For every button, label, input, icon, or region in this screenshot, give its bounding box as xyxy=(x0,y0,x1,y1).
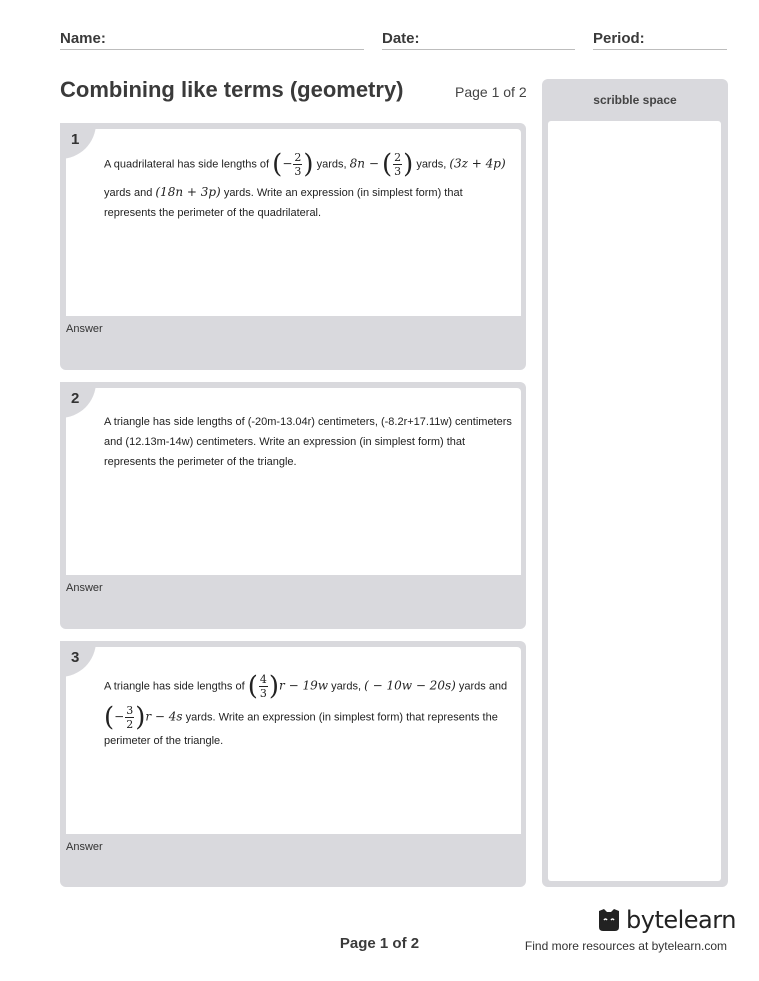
fraction: $\frac{2}{3}$ xyxy=(394,151,402,178)
scribble-area[interactable] xyxy=(548,121,721,881)
bytelearn-logo-icon xyxy=(596,907,622,933)
page-indicator-bottom: Page 1 of 2 xyxy=(339,935,420,952)
page-indicator-top: Page 1 of 2 xyxy=(455,84,527,100)
fraction: $\frac{3}{2}$ xyxy=(126,704,134,731)
question-body xyxy=(66,647,521,834)
brand-logo xyxy=(596,905,736,935)
answer-label[interactable]: Answer xyxy=(66,582,103,594)
question-text: A triangle has side lengths of ( $\frac{4}{3}$ )r − 19w yards, ( − 10w − 20s) yards and (− $\frac{3}{2}$ )r − 4s yards. Write an expression (in simplest form) that represents the perimeter of the triangle. xyxy=(104,671,508,747)
period-field[interactable] xyxy=(593,30,727,50)
name-field[interactable] xyxy=(60,30,364,50)
date-label: Date: xyxy=(382,30,420,47)
date-field[interactable] xyxy=(382,30,575,50)
question-card-3 xyxy=(60,641,526,887)
question-body xyxy=(66,129,521,316)
scribble-title: scribble space xyxy=(593,93,677,107)
brand-tagline: Find more resources at bytelearn.com xyxy=(524,939,727,953)
scribble-panel xyxy=(542,79,728,887)
name-label: Name: xyxy=(60,30,106,47)
period-label: Period: xyxy=(593,30,645,47)
question-number: 3 xyxy=(71,649,80,666)
question-number: 2 xyxy=(71,390,80,407)
fraction: $\frac{4}{3}$ xyxy=(259,673,267,700)
question-card-1 xyxy=(60,123,526,370)
question-number: 1 xyxy=(71,131,80,148)
worksheet-title: Combining like terms (geometry) xyxy=(60,77,404,102)
answer-label[interactable]: Answer xyxy=(66,323,103,335)
question-body xyxy=(66,388,521,575)
fraction: $\frac{2}{3}$ xyxy=(294,151,302,178)
answer-label[interactable]: Answer xyxy=(66,841,103,853)
brand-name: bytelearn xyxy=(626,906,736,934)
question-text: A quadrilateral has side lengths of (− $\frac{2}{3}$ ) yards, 8n − ( $\frac{2}{3}$ ) yards, (3z + 4p) yards and (18n + 3p) yards. Write an expression (in simplest form) that represents the perimeter of the quadrilateral. xyxy=(104,149,506,219)
question-text: A triangle has side lengths of (-20m-13.04r) centimeters, (-8.2r+17.11w) centimeters and (12.13m-14w) centimeters. Write an expression (in simplest form) that represents the perimeter of the triangle. xyxy=(104,416,512,468)
question-card-2 xyxy=(60,382,526,629)
